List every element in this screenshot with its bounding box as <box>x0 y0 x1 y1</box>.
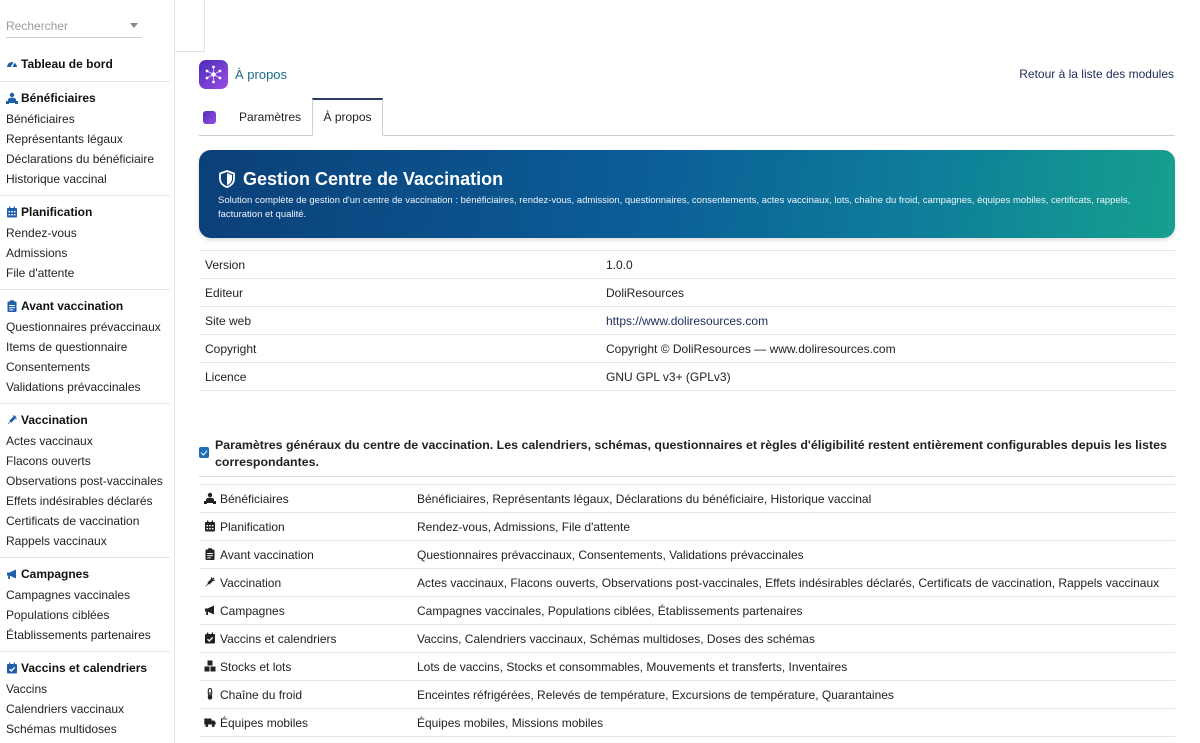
module-name: Chaîne du froid <box>220 687 303 702</box>
search-box[interactable] <box>6 14 142 38</box>
sidebar-group-label: Campagnes <box>21 567 90 581</box>
chevron-down-icon[interactable] <box>130 23 138 28</box>
module-items: Bénéficiaires, Représentants légaux, Déclarations du bénéficiaire, Historique vaccinal <box>417 485 1175 513</box>
sidebar-divider <box>0 195 170 196</box>
banner-description: Solution complète de gestion d'un centre de vaccination : bénéficiaires, rendez-vous, admission, questionnaires, consentements, actes vaccinaux, lots, chaîne du froid, campagnes, équipes mobiles, certificats, rappels, facturation et qualité. <box>218 195 1131 220</box>
module-row <box>199 485 1175 513</box>
clipboard-icon <box>6 300 18 312</box>
module-items: Rendez-vous, Admissions, File d'attente <box>417 513 1175 541</box>
sidebar-item-dashboard[interactable] <box>6 56 113 72</box>
sidebar-item[interactable]: Questionnaires prévaccinaux <box>6 320 161 334</box>
module-name: Campagnes <box>220 603 285 618</box>
module-name-cell <box>199 597 417 625</box>
module-name: Stocks et lots <box>220 659 292 674</box>
params-description: Paramètres généraux du centre de vaccination. Les calendriers, schémas, questionnaires et règles d'éligibilité restent entièrement configurables depuis les listes correspondantes. <box>215 438 1167 469</box>
module-name-cell <box>199 485 417 513</box>
gauge-icon <box>6 58 18 70</box>
info-value: 1.0.0 <box>606 251 1175 279</box>
sidebar-group-title[interactable] <box>6 660 147 676</box>
users-icon <box>204 492 215 503</box>
sidebar-group-label: Planification <box>21 205 93 219</box>
banner-title: Gestion Centre de Vaccination <box>243 169 504 189</box>
module-row <box>199 709 1175 737</box>
info-key: Copyright <box>199 335 606 363</box>
info-value: Copyright © DoliResources — www.doliresources.com <box>606 335 1175 363</box>
sidebar-item[interactable]: Schémas multidoses <box>6 722 117 736</box>
network-icon <box>203 64 224 85</box>
module-name-cell <box>199 541 417 569</box>
sidebar-item[interactable]: Rendez-vous <box>6 226 77 240</box>
module-info-table <box>199 250 1175 391</box>
sidebar-item[interactable]: Établissements partenaires <box>6 628 151 642</box>
thermometer-icon <box>204 688 215 699</box>
info-row <box>199 279 1175 307</box>
top-bar-corner <box>175 0 205 52</box>
sidebar-divider <box>0 557 170 558</box>
module-row <box>199 541 1175 569</box>
sidebar-item[interactable]: Historique vaccinal <box>6 172 107 186</box>
truck-icon <box>204 716 215 727</box>
checkbox-icon <box>199 447 209 458</box>
sidebar-group-title[interactable] <box>6 204 92 220</box>
sidebar-divider <box>0 651 170 652</box>
users-icon <box>6 92 18 104</box>
sidebar-item[interactable]: Vaccins <box>6 682 48 696</box>
sidebar-group-title[interactable] <box>6 412 88 428</box>
module-name-cell <box>199 513 417 541</box>
module-name-cell <box>199 569 417 597</box>
info-row <box>199 251 1175 279</box>
sidebar-group-label: Vaccins et calendriers <box>21 661 148 675</box>
info-value: DoliResources <box>606 279 1175 307</box>
info-row <box>199 363 1175 391</box>
module-name: Planification <box>220 519 285 534</box>
sidebar-divider <box>0 289 170 290</box>
syringe-icon <box>6 414 18 426</box>
sidebar-group-label: Avant vaccination <box>21 299 124 313</box>
module-name-cell <box>199 653 417 681</box>
sidebar-item[interactable]: Flacons ouverts <box>6 454 91 468</box>
sidebar-group-title[interactable] <box>6 566 89 582</box>
module-items: Équipes mobiles, Missions mobiles <box>417 709 1175 737</box>
module-name: Bénéficiaires <box>220 491 289 506</box>
info-key: Licence <box>199 363 606 391</box>
module-name-cell <box>199 625 417 653</box>
sidebar-divider <box>0 403 170 404</box>
sidebar-item[interactable]: Bénéficiaires <box>6 112 75 126</box>
modules-table <box>199 484 1175 737</box>
module-row <box>199 625 1175 653</box>
search-input[interactable] <box>6 14 124 37</box>
sidebar-group-label: Vaccination <box>21 413 88 427</box>
back-to-modules-link[interactable]: Retour à la liste des modules <box>1019 67 1174 81</box>
info-row <box>199 335 1175 363</box>
sidebar-item-label: Tableau de bord <box>21 57 113 71</box>
clipboard-icon <box>204 548 215 559</box>
module-items: Lots de vaccins, Stocks et consommables, Mouvements et transferts, Inventaires <box>417 653 1175 681</box>
module-name: Vaccination <box>220 575 282 590</box>
info-key: Editeur <box>199 279 606 307</box>
info-value <box>606 307 1175 335</box>
sidebar <box>0 0 175 743</box>
module-items: Actes vaccinaux, Flacons ouverts, Observations post-vaccinales, Effets indésirables déclarés, Certificats de vaccination, Rappels vaccinaux <box>417 569 1175 597</box>
shield-icon <box>219 170 235 188</box>
sidebar-item[interactable]: Observations post-vaccinales <box>6 474 163 488</box>
sidebar-item[interactable]: Validations prévaccinales <box>6 380 141 394</box>
tab-parametres[interactable]: Paramètres <box>238 110 302 124</box>
sidebar-item[interactable]: Actes vaccinaux <box>6 434 93 448</box>
module-items: Questionnaires prévaccinaux, Consentements, Validations prévaccinales <box>417 541 1175 569</box>
module-logo <box>199 60 228 89</box>
info-row <box>199 307 1175 335</box>
module-name-cell <box>199 681 417 709</box>
info-key: Version <box>199 251 606 279</box>
module-tab-icon[interactable] <box>203 111 216 124</box>
sidebar-item[interactable]: Représentants légaux <box>6 132 123 146</box>
sidebar-group-label: Bénéficiaires <box>21 91 96 105</box>
sidebar-item[interactable]: Consentements <box>6 360 91 374</box>
sidebar-item[interactable]: Campagnes vaccinales <box>6 588 131 602</box>
sidebar-item[interactable]: Effets indésirables déclarés <box>6 494 153 508</box>
calendar-check-icon <box>6 662 18 674</box>
module-items: Vaccins, Calendriers vaccinaux, Schémas multidoses, Doses des schémas <box>417 625 1175 653</box>
module-name: Avant vaccination <box>220 547 314 562</box>
module-row <box>199 597 1175 625</box>
module-name: Équipes mobiles <box>220 715 309 730</box>
calendar-icon <box>6 206 18 218</box>
sidebar-group-title[interactable] <box>6 90 96 106</box>
info-key: Site web <box>199 307 606 335</box>
calendar-check-icon <box>204 632 215 643</box>
module-row <box>199 681 1175 709</box>
sidebar-item[interactable]: Calendriers vaccinaux <box>6 702 125 716</box>
module-row <box>199 653 1175 681</box>
module-items: Campagnes vaccinales, Populations ciblées, Établissements partenaires <box>417 597 1175 625</box>
calendar-icon <box>204 520 215 531</box>
module-items: Enceintes réfrigérées, Relevés de température, Excursions de température, Quarantaines <box>417 681 1175 709</box>
sidebar-group-title[interactable] <box>6 298 123 314</box>
sidebar-item[interactable]: Rappels vaccinaux <box>6 534 107 548</box>
boxes-icon <box>204 660 215 671</box>
website-link[interactable]: https://www.doliresources.com <box>606 313 769 328</box>
module-name: Vaccins et calendriers <box>220 631 337 646</box>
page-title: À propos <box>235 67 288 82</box>
sidebar-item[interactable]: Certificats de vaccination <box>6 514 140 528</box>
sidebar-item[interactable]: Populations ciblées <box>6 608 110 622</box>
syringe-icon <box>204 576 215 587</box>
megaphone-icon <box>204 604 215 615</box>
module-row <box>199 569 1175 597</box>
divider <box>199 476 1175 477</box>
sidebar-divider <box>0 81 170 82</box>
module-row <box>199 513 1175 541</box>
module-banner <box>199 150 1175 238</box>
sidebar-item[interactable]: File d'attente <box>6 266 75 280</box>
module-name-cell <box>199 709 417 737</box>
sidebar-item[interactable]: Admissions <box>6 246 68 260</box>
sidebar-item[interactable]: Déclarations du bénéficiaire <box>6 152 155 166</box>
megaphone-icon <box>6 568 18 580</box>
sidebar-item[interactable]: Items de questionnaire <box>6 340 128 354</box>
tab-bar <box>199 99 1175 136</box>
tab-a-propos[interactable]: À propos <box>312 98 383 136</box>
info-value: GNU GPL v3+ (GPLv3) <box>606 363 1175 391</box>
